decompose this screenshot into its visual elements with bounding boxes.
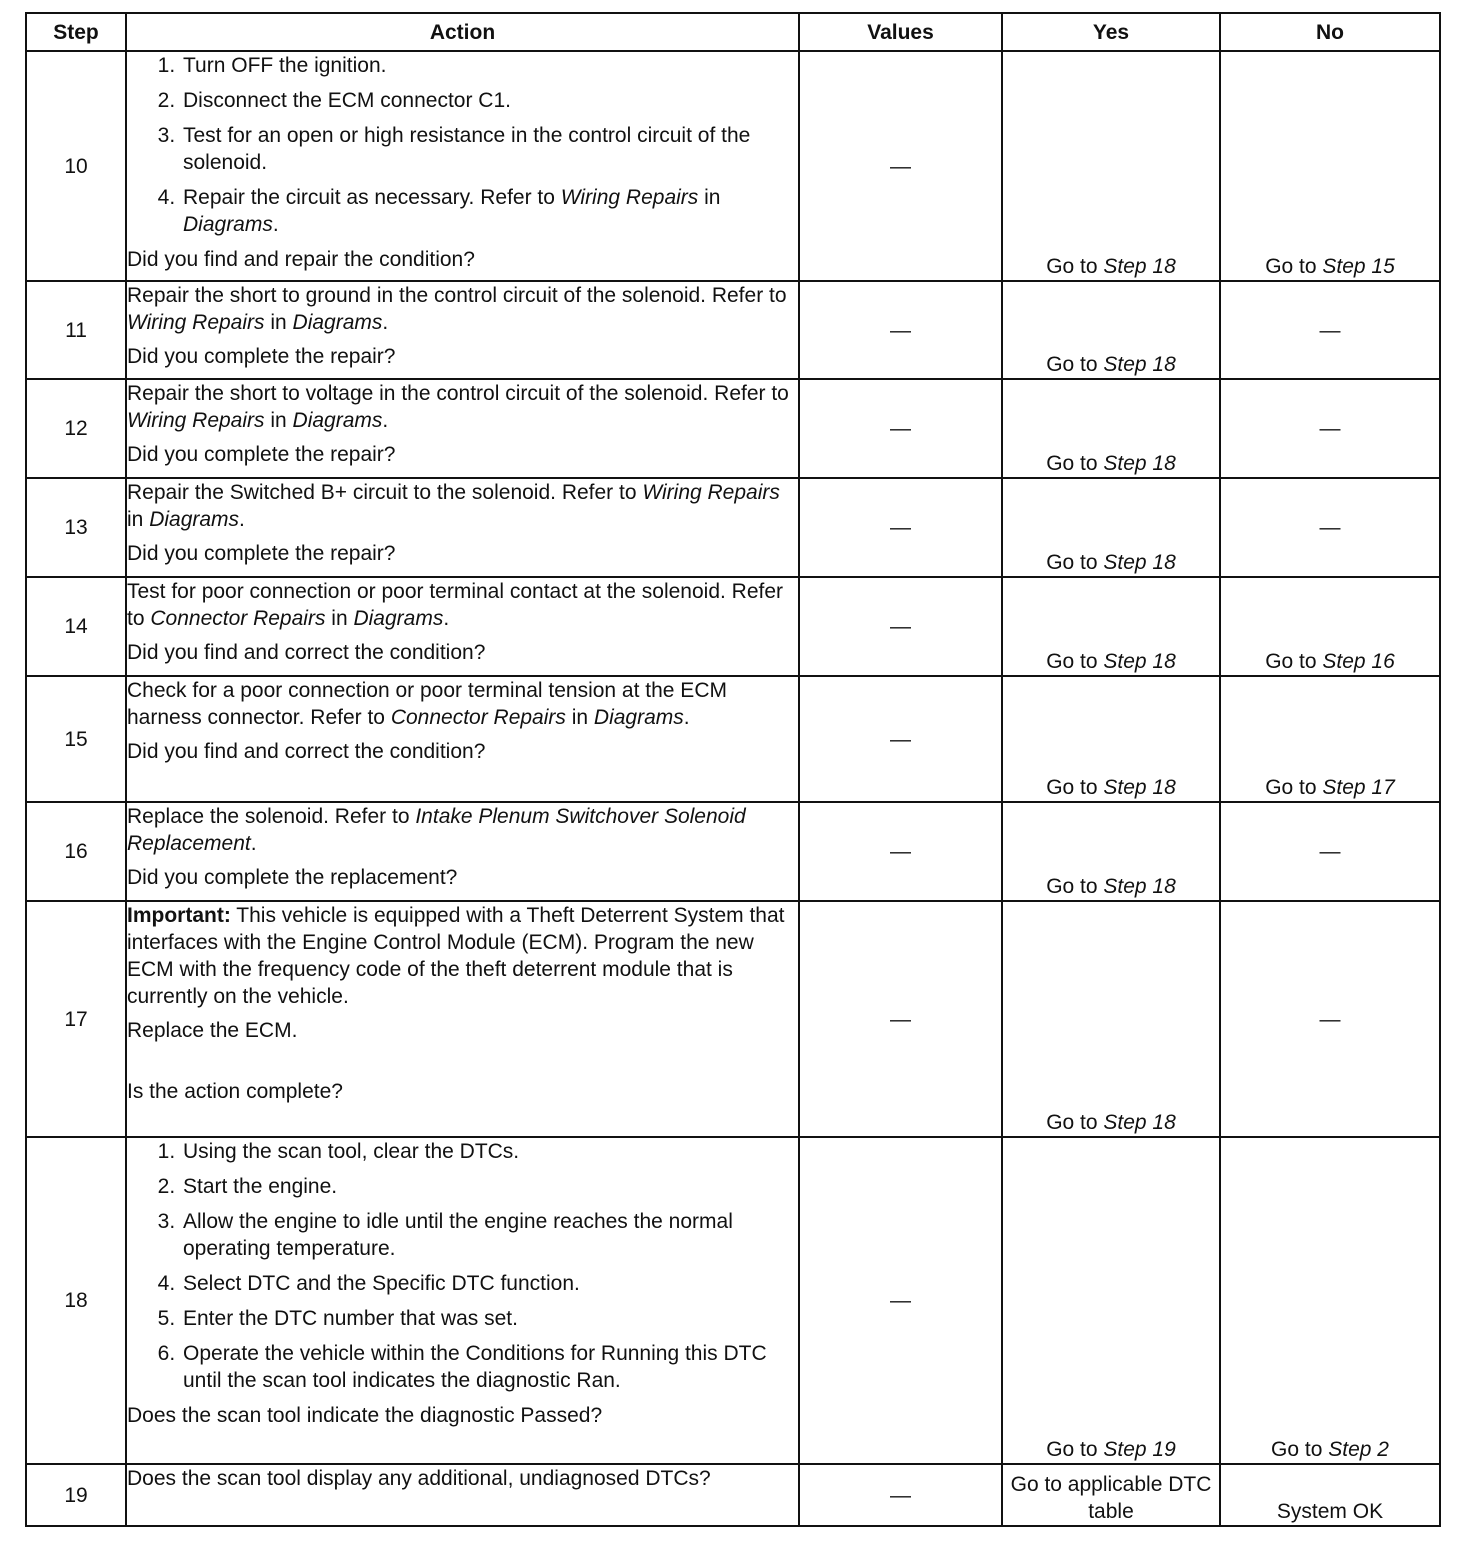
italic-reference: Step 19 [1103, 1438, 1176, 1461]
table-row [26, 478, 1440, 577]
text-run: Replace the solenoid. Refer to [127, 805, 416, 828]
yes-cell [1002, 51, 1220, 281]
action-cell [126, 676, 799, 802]
text-run: This vehicle is equipped with a Theft Deterrent System that interfaces with the Engine Control Module (ECM). Program the new ECM with the frequency code of the theft deterrent module that is currently on the vehicle. [127, 904, 785, 1008]
no-cell [1220, 379, 1440, 478]
no-cell [1220, 577, 1440, 676]
action-question: Does the scan tool indicate the diagnostic Passed? [127, 1404, 603, 1427]
italic-reference: Diagrams [353, 607, 444, 630]
yes-cell [1002, 676, 1220, 802]
list-item [181, 122, 798, 176]
no-cell [1220, 676, 1440, 802]
text-run: System OK [1276, 1500, 1384, 1523]
values-cell: — [799, 577, 1002, 676]
action-question: Did you complete the repair? [127, 443, 396, 466]
yes-cell [1002, 802, 1220, 901]
table-row [26, 1137, 1440, 1464]
text-run: Disconnect the ECM connector C1. [183, 89, 511, 112]
list-item [181, 1138, 798, 1165]
no-cell [1220, 901, 1440, 1137]
no-cell [1220, 1137, 1440, 1464]
italic-reference: Diagrams [149, 508, 240, 531]
text-run: Go to [1046, 255, 1104, 278]
action-question: Is the action complete? [127, 1080, 343, 1103]
text-run: Turn OFF the ignition. [183, 54, 387, 77]
text-run: Test for poor connection or poor terminal contact at the solenoid. Refer to [127, 580, 784, 630]
text-run: Go to [1046, 452, 1104, 475]
values-cell: — [799, 379, 1002, 478]
italic-reference: Wiring Repairs [127, 409, 265, 432]
list-item [181, 1173, 798, 1200]
italic-reference: Step 18 [1103, 551, 1176, 574]
action-paragraph [127, 380, 798, 434]
italic-reference: Step 18 [1103, 650, 1176, 673]
text-run: Go to [1046, 551, 1104, 574]
table-row [26, 379, 1440, 478]
step-number: 14 [26, 577, 126, 676]
values-cell: — [799, 901, 1002, 1137]
action-cell [126, 1464, 799, 1526]
header-row [26, 13, 1440, 51]
action-question: Did you complete the repair? [127, 345, 396, 368]
table-row [26, 51, 1440, 281]
step-number: 10 [26, 51, 126, 281]
table-row [26, 281, 1440, 379]
text-run: in [264, 311, 293, 334]
header-yes: Yes [1002, 13, 1220, 51]
text-run: Go to [1265, 650, 1323, 673]
italic-reference: Step 16 [1322, 650, 1395, 673]
text-run: . [683, 706, 690, 729]
cell-text: — [1319, 417, 1341, 440]
text-run: Go to [1046, 875, 1104, 898]
action-cell [126, 379, 799, 478]
action-question: Did you find and correct the condition? [127, 641, 486, 664]
action-question: Did you complete the repair? [127, 542, 396, 565]
italic-reference: Connector Repairs [390, 706, 566, 729]
text-run: in [698, 186, 721, 209]
values-cell: — [799, 1137, 1002, 1464]
header-values: Values [799, 13, 1002, 51]
action-paragraph [127, 578, 798, 632]
values-cell: — [799, 478, 1002, 577]
text-run: Check for a poor connection or poor terminal tension at the ECM harness connector. Refer to [127, 679, 727, 729]
text-run: in [565, 706, 594, 729]
spacer [127, 1051, 798, 1078]
italic-reference: Diagrams [593, 706, 684, 729]
no-cell [1220, 281, 1440, 379]
yes-cell [1002, 478, 1220, 577]
step-number: 17 [26, 901, 126, 1137]
text-run: Repair the Switched B+ circuit to the solenoid. Refer to [127, 481, 643, 504]
list-item [181, 184, 798, 238]
table-row [26, 676, 1440, 802]
text-run: Select DTC and the Specific DTC function. [183, 1272, 580, 1295]
numbered-steps [127, 1138, 798, 1394]
list-item [181, 52, 798, 79]
list-item [181, 1208, 798, 1262]
values-cell: — [799, 1464, 1002, 1526]
list-item [181, 1305, 798, 1332]
text-run: Go to applicable DTC table [1010, 1473, 1212, 1523]
action-cell [126, 478, 799, 577]
list-item [181, 87, 798, 114]
step-number: 18 [26, 1137, 126, 1464]
cell-text: — [1319, 840, 1341, 863]
text-run: in [264, 409, 293, 432]
text-run: . [382, 409, 389, 432]
text-run: Repair the short to voltage in the control circuit of the solenoid. Refer to [127, 382, 789, 405]
action-paragraph [127, 677, 798, 731]
yes-cell [1002, 1464, 1220, 1526]
step-number: 13 [26, 478, 126, 577]
text-run: Go to [1265, 776, 1323, 799]
text-run: Go to [1046, 776, 1104, 799]
text-run: Go to [1046, 650, 1104, 673]
italic-reference: Step 18 [1103, 452, 1176, 475]
text-run: . [382, 311, 389, 334]
cell-text: — [1319, 516, 1341, 539]
text-run: Go to [1265, 255, 1323, 278]
text-run: Enter the DTC number that was set. [183, 1307, 518, 1330]
italic-reference: Step 2 [1328, 1438, 1389, 1461]
header-action: Action [126, 13, 799, 51]
action-question: Does the scan tool display any additional, undiagnosed DTCs? [127, 1467, 711, 1490]
action-cell [126, 577, 799, 676]
italic-reference: Wiring Repairs [127, 311, 265, 334]
action-cell [126, 51, 799, 281]
text-run: Start the engine. [183, 1175, 338, 1198]
action-question: Did you find and correct the condition? [127, 740, 486, 763]
yes-cell [1002, 379, 1220, 478]
text-run: . [443, 607, 450, 630]
table-row [26, 1464, 1440, 1526]
text-run: . [272, 213, 279, 236]
text-run: Go to [1046, 1111, 1104, 1134]
table-row [26, 802, 1440, 901]
text-run: Go to [1046, 353, 1104, 376]
action-paragraph [127, 479, 798, 533]
italic-reference: Step 18 [1103, 1111, 1176, 1134]
action-paragraph [127, 803, 798, 857]
text-run: in [127, 508, 150, 531]
bold-label: Important: [127, 904, 231, 927]
diagnostic-table [25, 12, 1441, 1527]
no-cell [1220, 1464, 1440, 1526]
values-cell: — [799, 676, 1002, 802]
italic-reference: Connector Repairs [150, 607, 326, 630]
italic-reference: Step 17 [1322, 776, 1395, 799]
header-step: Step [26, 13, 126, 51]
italic-reference: Step 15 [1322, 255, 1395, 278]
header-no: No [1220, 13, 1440, 51]
italic-reference: Diagrams [292, 409, 383, 432]
text-run: . [239, 508, 245, 531]
numbered-steps [127, 52, 798, 238]
action-question: Did you complete the replacement? [127, 866, 458, 889]
action-paragraph [127, 282, 798, 336]
step-number: 12 [26, 379, 126, 478]
action-cell [126, 281, 799, 379]
text-run: in [325, 607, 354, 630]
text-run: Replace the ECM. [127, 1019, 298, 1042]
yes-cell [1002, 901, 1220, 1137]
italic-reference: Diagrams [183, 213, 273, 236]
action-cell [126, 802, 799, 901]
action-cell [126, 901, 799, 1137]
cell-text: — [1319, 318, 1341, 342]
no-cell [1220, 51, 1440, 281]
table-body [26, 51, 1440, 1526]
yes-cell [1002, 577, 1220, 676]
text-run: Operate the vehicle within the Conditions for Running this DTC until the scan tool indicates the diagnostic Ran. [183, 1342, 767, 1392]
action-paragraph [127, 1017, 798, 1044]
yes-cell [1002, 281, 1220, 379]
cell-text: — [1319, 1007, 1341, 1031]
no-cell [1220, 802, 1440, 901]
italic-reference: Wiring Repairs [642, 481, 780, 504]
italic-reference: Diagrams [292, 311, 383, 334]
list-item [181, 1270, 798, 1297]
action-cell [126, 1137, 799, 1464]
text-run: Using the scan tool, clear the DTCs. [183, 1140, 520, 1163]
step-number: 15 [26, 676, 126, 802]
italic-reference: Wiring Repairs [560, 186, 699, 209]
step-number: 11 [26, 281, 126, 379]
text-run: Repair the circuit as necessary. Refer to [183, 186, 561, 209]
italic-reference: Step 18 [1103, 776, 1176, 799]
list-item [181, 1340, 798, 1394]
values-cell: — [799, 802, 1002, 901]
italic-reference: Step 18 [1103, 875, 1176, 898]
yes-cell [1002, 1137, 1220, 1464]
italic-reference: Intake Plenum Switchover Solenoid Replacement [127, 805, 746, 855]
text-run: Go to [1046, 1438, 1104, 1461]
text-run: Go to [1271, 1438, 1329, 1461]
text-run: Test for an open or high resistance in the control circuit of the solenoid. [183, 124, 751, 174]
text-run: . [250, 832, 257, 855]
step-number: 16 [26, 802, 126, 901]
values-cell: — [799, 51, 1002, 281]
values-cell: — [799, 281, 1002, 379]
step-number: 19 [26, 1464, 126, 1526]
italic-reference: Step 18 [1103, 353, 1176, 376]
no-cell [1220, 478, 1440, 577]
action-paragraph [127, 902, 798, 1010]
action-question: Did you find and repair the condition? [127, 248, 475, 271]
text-run: Repair the short to ground in the control circuit of the solenoid. Refer to [127, 284, 787, 307]
italic-reference: Step 18 [1103, 255, 1176, 278]
table-row [26, 901, 1440, 1137]
text-run: Allow the engine to idle until the engine reaches the normal operating temperature. [183, 1210, 733, 1260]
table-row [26, 577, 1440, 676]
